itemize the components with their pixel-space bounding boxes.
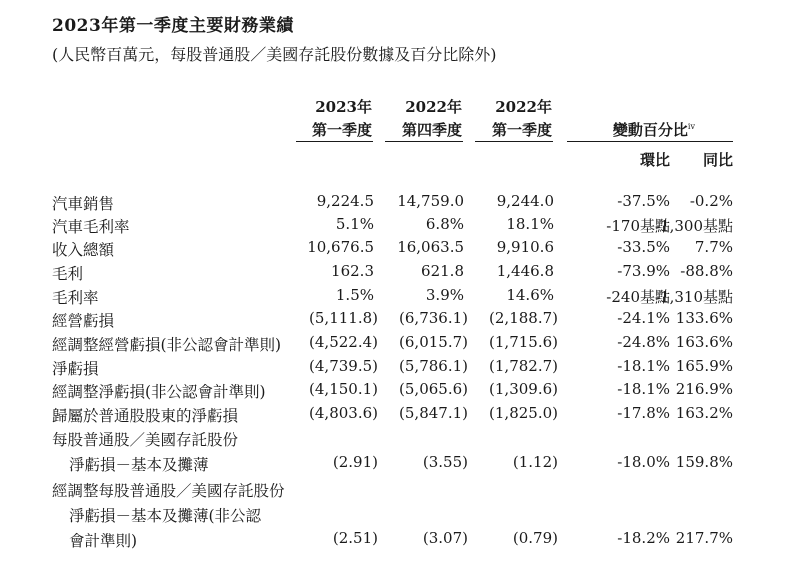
cell-2023q1: 5.1% — [335, 215, 374, 233]
cell-yoy: 163.6% — [675, 333, 733, 351]
cell-2023q1: 9,224.5 — [316, 192, 374, 210]
cell-2022q4: 14,759.0 — [397, 192, 464, 210]
row-label-line2: 淨虧損－基本及攤薄(非公認 — [69, 507, 262, 525]
cell-qoq: -18.1% — [617, 380, 670, 398]
cell-2023q1: (4,522.4) — [309, 333, 378, 351]
qoq-header: 環比 — [639, 151, 670, 169]
cell-2023q1: (4,150.1) — [309, 380, 378, 398]
page-title: 2023年第一季度主要財務業績 — [52, 16, 294, 36]
cell-qoq: -18.1% — [617, 357, 670, 375]
cell-qoq: -24.1% — [617, 309, 670, 327]
row-label: 經營虧損 — [52, 312, 115, 330]
cell-2023q1: (4,803.6) — [309, 404, 378, 422]
cell-2022q1: (2,188.7) — [489, 309, 558, 327]
change-header — [560, 119, 695, 140]
cell-yoy: 216.9% — [675, 380, 733, 398]
cell-qoq: -17.8% — [617, 404, 670, 422]
cell-2022q1: (0.79) — [512, 529, 558, 547]
row-label: 經調整淨虧損(非公認會計準則) — [52, 383, 266, 401]
row-label: 歸屬於普通股股東的淨虧損 — [52, 407, 239, 425]
cell-2023q1: (4,739.5) — [309, 357, 378, 375]
cell-2022q1: (1,782.7) — [489, 357, 558, 375]
row-label-line2: 淨虧損－基本及攤薄 — [69, 456, 209, 474]
row-label: 毛利率 — [52, 289, 99, 307]
cell-2022q1: (1,825.0) — [489, 404, 558, 422]
cell-2022q1: 14.6% — [506, 286, 554, 304]
cell-qoq: -240基點 — [606, 288, 670, 306]
cell-2022q4: (6,015.7) — [399, 333, 468, 351]
cell-yoy: -1,310基點 — [654, 288, 733, 306]
cell-2023q1: (2.91) — [332, 453, 378, 471]
row-label: 汽車毛利率 — [52, 218, 130, 236]
row-label-line1: 每股普通股／美國存託股份 — [52, 431, 239, 449]
cell-yoy: 7.7% — [694, 238, 733, 256]
cell-qoq: -33.5% — [617, 238, 670, 256]
row-label-line1: 經調整每股普通股／美國存託股份 — [52, 482, 285, 500]
cell-qoq: -170基點 — [606, 217, 670, 235]
cell-2022q1: (1,309.6) — [489, 380, 558, 398]
change-header-rule — [567, 141, 733, 142]
cell-2022q4: (5,065.6) — [399, 380, 468, 398]
cell-yoy: -88.8% — [680, 262, 733, 280]
col3-header-rule — [475, 141, 553, 142]
cell-2022q4: (3.07) — [422, 529, 468, 547]
cell-qoq: -18.2% — [617, 529, 670, 547]
cell-2022q4: 16,063.5 — [397, 238, 464, 256]
col2-header-rule — [385, 141, 463, 142]
cell-yoy: 159.8% — [675, 453, 733, 471]
cell-2022q4: (3.55) — [422, 453, 468, 471]
cell-2022q4: (5,847.1) — [399, 404, 468, 422]
change-header-note: iv — [687, 122, 695, 131]
cell-qoq: -18.0% — [617, 453, 670, 471]
cell-yoy: 217.7% — [675, 529, 733, 547]
cell-2022q1: 18.1% — [506, 215, 554, 233]
cell-yoy: -1,300基點 — [654, 217, 733, 235]
cell-2023q1: 10,676.5 — [307, 238, 374, 256]
col3-header-period: 第一季度 — [491, 121, 552, 139]
cell-qoq: -37.5% — [617, 192, 670, 210]
cell-2023q1: 1.5% — [335, 286, 374, 304]
cell-2022q4: 6.8% — [425, 215, 464, 233]
row-label: 收入總額 — [52, 241, 115, 259]
row-label-line3: 會計準則) — [69, 532, 138, 550]
cell-yoy: 165.9% — [675, 357, 733, 375]
cell-yoy: -0.2% — [689, 192, 733, 210]
row-label: 經調整經營虧損(非公認會計準則) — [52, 336, 282, 354]
col1-header-year: 2023年 — [315, 98, 372, 116]
cell-2023q1: 162.3 — [331, 262, 374, 280]
cell-2022q4: (5,786.1) — [399, 357, 468, 375]
cell-2022q1: (1.12) — [512, 453, 558, 471]
yoy-header: 同比 — [702, 151, 733, 169]
change-header-text: 變動百分比 — [612, 121, 688, 139]
col3-header-year: 2022年 — [495, 98, 552, 116]
row-label: 汽車銷售 — [52, 195, 115, 213]
cell-2022q1: 9,244.0 — [496, 192, 554, 210]
cell-yoy: 133.6% — [675, 309, 733, 327]
col1-header-period: 第一季度 — [311, 121, 372, 139]
page-subtitle: (人民幣百萬元，每股普通股／美國存託股份數據及百分比除外) — [52, 45, 497, 64]
row-label: 毛利 — [52, 265, 84, 283]
cell-yoy: 163.2% — [675, 404, 733, 422]
cell-qoq: -24.8% — [617, 333, 670, 351]
cell-2022q4: 3.9% — [425, 286, 464, 304]
cell-qoq: -73.9% — [617, 262, 670, 280]
row-label: 淨虧損 — [52, 360, 99, 378]
cell-2022q1: 9,910.6 — [496, 238, 554, 256]
cell-2023q1: (5,111.8) — [309, 309, 378, 327]
cell-2022q1: (1,715.6) — [489, 333, 558, 351]
cell-2022q4: (6,736.1) — [399, 309, 468, 327]
cell-2022q4: 621.8 — [421, 262, 464, 280]
col2-header-period: 第四季度 — [401, 121, 462, 139]
col2-header-year: 2022年 — [405, 98, 462, 116]
cell-2023q1: (2.51) — [332, 529, 378, 547]
cell-2022q1: 1,446.8 — [496, 262, 554, 280]
col1-header-rule — [296, 141, 373, 142]
